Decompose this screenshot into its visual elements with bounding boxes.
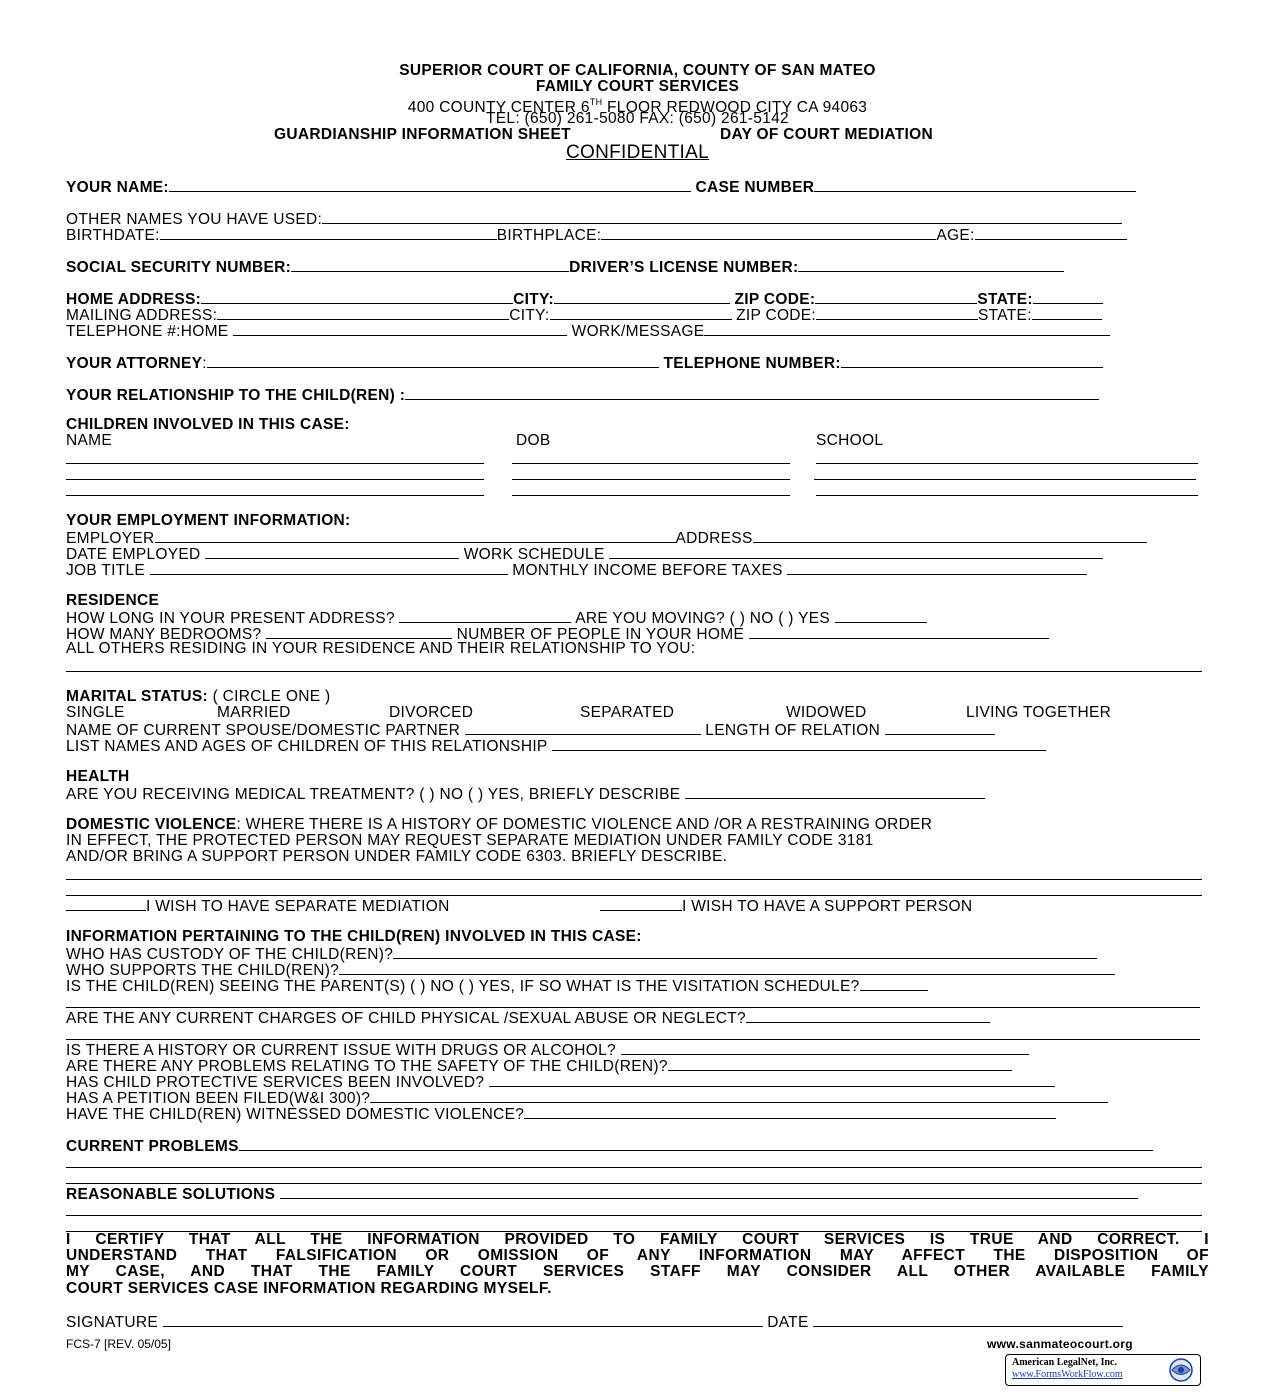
child-dob-line[interactable] <box>512 463 790 464</box>
attorney-row[interactable]: YOUR ATTORNEY: TELEPHONE NUMBER: <box>66 353 1103 372</box>
child-name-line[interactable] <box>66 479 484 480</box>
visitation-row[interactable]: IS THE CHILD(REN) SEEING THE PARENT(S) ( ) NO ( ) YES, IF SO WHAT IS THE VISITATION SCHEDULE? <box>66 976 928 995</box>
supports-row[interactable]: WHO SUPPORTS THE CHILD(REN)? <box>66 960 1115 979</box>
others-residing-line[interactable] <box>66 671 1202 672</box>
job-title-row[interactable]: JOB TITLE MONTHLY INCOME BEFORE TAXES <box>66 560 1087 579</box>
court-address: 400 COUNTY CENTER 6TH FLOOR REDWOOD CITY CA 94063 <box>407 97 868 116</box>
your-name-field[interactable]: YOUR NAME: CASE NUMBER <box>66 177 1136 196</box>
ssn-row[interactable]: SOCIAL SECURITY NUMBER: DRIVER’S LICENSE NUMBER: <box>66 257 1064 276</box>
marital-option-separated[interactable]: SEPARATED <box>580 704 675 721</box>
relationship-children-row[interactable]: LIST NAMES AND AGES OF CHILDREN OF THIS RELATIONSHIP <box>66 736 1046 755</box>
form-id: FCS-7 [REV. 05/05] <box>66 1337 171 1351</box>
marital-heading: MARITAL STATUS: ( CIRCLE ONE ) <box>66 688 331 705</box>
certify-line-1: I CERTIFY THAT ALL THE INFORMATION PROVIDED TO FAMILY COURT SERVICES IS TRUE AND CORRECT. I <box>66 1231 1209 1248</box>
drugs-row[interactable]: IS THERE A HISTORY OR CURRENT ISSUE WITH DRUGS OR ALCOHOL? <box>66 1040 1029 1059</box>
mailing-address-row[interactable]: MAILING ADDRESS: CITY: ZIP CODE: STATE: <box>66 305 1102 324</box>
marital-option-married[interactable]: MARRIED <box>217 704 291 721</box>
child-school-line[interactable] <box>814 479 1196 480</box>
home-address-row[interactable]: HOME ADDRESS: CITY: ZIP CODE: STATE: <box>66 289 1103 308</box>
petition-row[interactable]: HAS A PETITION BEEN FILED(W&I 300)? <box>66 1088 1108 1107</box>
children-col-school: SCHOOL <box>816 432 884 449</box>
children-col-dob: DOB <box>516 432 551 449</box>
current-problems-row[interactable]: CURRENT PROBLEMS <box>66 1136 1153 1155</box>
telephone-row[interactable]: TELEPHONE #:HOME WORK/MESSAGE <box>66 321 1110 340</box>
certify-line-4: COURT SERVICES CASE INFORMATION REGARDING MYSELF. <box>66 1280 552 1297</box>
other-names-field[interactable]: OTHER NAMES YOU HAVE USED: <box>66 209 1122 228</box>
employment-heading: YOUR EMPLOYMENT INFORMATION: <box>66 512 351 529</box>
child-school-line[interactable] <box>816 463 1198 464</box>
publisher-logo-icon <box>1166 1357 1196 1383</box>
charges-row[interactable]: ARE THE ANY CURRENT CHARGES OF CHILD PHYSICAL /SEXUAL ABUSE OR NEGLECT? <box>66 1008 990 1027</box>
child-dob-line[interactable] <box>512 479 790 480</box>
publisher-name: American LegalNet, Inc. <box>1012 1357 1117 1368</box>
dv-line-1: DOMESTIC VIOLENCE: WHERE THERE IS A HISTORY OF DOMESTIC VIOLENCE AND /OR A RESTRAINING ORDER <box>66 816 933 833</box>
certify-line-3: MY CASE, AND THAT THE FAMILY COURT SERVICES STAFF MAY CONSIDER ALL OTHER AVAILABLE FAMILY <box>66 1263 1209 1280</box>
safety-row[interactable]: ARE THERE ANY PROBLEMS RELATING TO THE SAFETY OF THE CHILD(REN)? <box>66 1056 1012 1075</box>
problems-line[interactable] <box>66 1167 1202 1168</box>
form-title: GUARDIANSHIP INFORMATION SHEET <box>274 126 571 143</box>
child-name-line[interactable] <box>66 463 484 464</box>
confidential-label: CONFIDENTIAL <box>566 142 709 163</box>
custody-row[interactable]: WHO HAS CUSTODY OF THE CHILD(REN)? <box>66 944 1097 963</box>
signature-row[interactable]: SIGNATURE DATE <box>66 1312 1123 1331</box>
separate-mediation-option[interactable]: I WISH TO HAVE SEPARATE MEDIATION <box>66 896 450 915</box>
bedrooms-row[interactable]: HOW MANY BEDROOMS? NUMBER OF PEOPLE IN YOUR HOME <box>66 624 1049 643</box>
court-website[interactable]: www.sanmateocourt.org <box>987 1337 1133 1351</box>
date-employed-row[interactable]: DATE EMPLOYED WORK SCHEDULE <box>66 544 1103 563</box>
relationship-row[interactable]: YOUR RELATIONSHIP TO THE CHILD(REN) : <box>66 385 1099 404</box>
employer-row[interactable]: EMPLOYER ADDRESS <box>66 528 1147 547</box>
division-name: FAMILY COURT SERVICES <box>535 78 740 95</box>
dv-line-2: IN EFFECT, THE PROTECTED PERSON MAY REQUEST SEPARATE MEDIATION UNDER FAMILY CODE 3181 <box>66 832 874 849</box>
medical-treatment-row[interactable]: ARE YOU RECEIVING MEDICAL TREATMENT? ( ) NO ( ) YES, BRIEFLY DESCRIBE <box>66 784 985 803</box>
dv-description-line[interactable] <box>66 879 1202 880</box>
residence-heading: RESIDENCE <box>66 592 160 609</box>
cps-row[interactable]: HAS CHILD PROTECTIVE SERVICES BEEN INVOLVED? <box>66 1072 1055 1091</box>
form-subtitle: DAY OF COURT MEDIATION <box>720 126 933 143</box>
child-dob-line[interactable] <box>512 495 790 496</box>
children-col-name: NAME <box>66 432 112 449</box>
certify-line-2: UNDERSTAND THAT FALSIFICATION OR OMISSION OF ANY INFORMATION MAY AFFECT THE DISPOSITION OF <box>66 1247 1209 1264</box>
dv-line-3: AND/OR BRING A SUPPORT PERSON UNDER FAMILY CODE 6303. BRIEFLY DESCRIBE. <box>66 848 728 865</box>
marital-option-widowed[interactable]: WIDOWED <box>786 704 867 721</box>
children-heading: CHILDREN INVOLVED IN THIS CASE: <box>66 416 350 433</box>
marital-option-single[interactable]: SINGLE <box>66 704 125 721</box>
publisher-badge[interactable] <box>1005 1354 1201 1386</box>
court-phone: TEL: (650) 261-5080 FAX: (650) 261-5142 <box>486 110 789 127</box>
spouse-row[interactable]: NAME OF CURRENT SPOUSE/DOMESTIC PARTNER LENGTH OF RELATION <box>66 720 995 739</box>
support-person-option[interactable]: I WISH TO HAVE A SUPPORT PERSON <box>600 896 972 915</box>
marital-option-living-together[interactable]: LIVING TOGETHER <box>966 704 1112 721</box>
reasonable-solutions-row[interactable]: REASONABLE SOLUTIONS <box>66 1184 1138 1203</box>
marital-option-divorced[interactable]: DIVORCED <box>389 704 474 721</box>
witnessed-row[interactable]: HAVE THE CHILD(REN) WITNESSED DOMESTIC VIOLENCE? <box>66 1104 1056 1123</box>
solutions-line[interactable] <box>66 1215 1202 1216</box>
publisher-url[interactable]: www.FormsWorkFlow.com <box>1012 1369 1123 1380</box>
others-residing-label: ALL OTHERS RESIDING IN YOUR RESIDENCE AND THEIR RELATIONSHIP TO YOU: <box>66 640 696 657</box>
child-school-line[interactable] <box>816 495 1198 496</box>
court-name: SUPERIOR COURT OF CALIFORNIA, COUNTY OF SAN MATEO <box>399 62 876 79</box>
birth-row[interactable]: BIRTHDATE: BIRTHPLACE: AGE: <box>66 225 1127 244</box>
health-heading: HEALTH <box>66 768 130 785</box>
how-long-row[interactable]: HOW LONG IN YOUR PRESENT ADDRESS? ARE YOU MOVING? ( ) NO ( ) YES <box>66 608 927 627</box>
child-name-line[interactable] <box>66 495 484 496</box>
child-info-heading: INFORMATION PERTAINING TO THE CHILD(REN) INVOLVED IN THIS CASE: <box>66 928 642 945</box>
